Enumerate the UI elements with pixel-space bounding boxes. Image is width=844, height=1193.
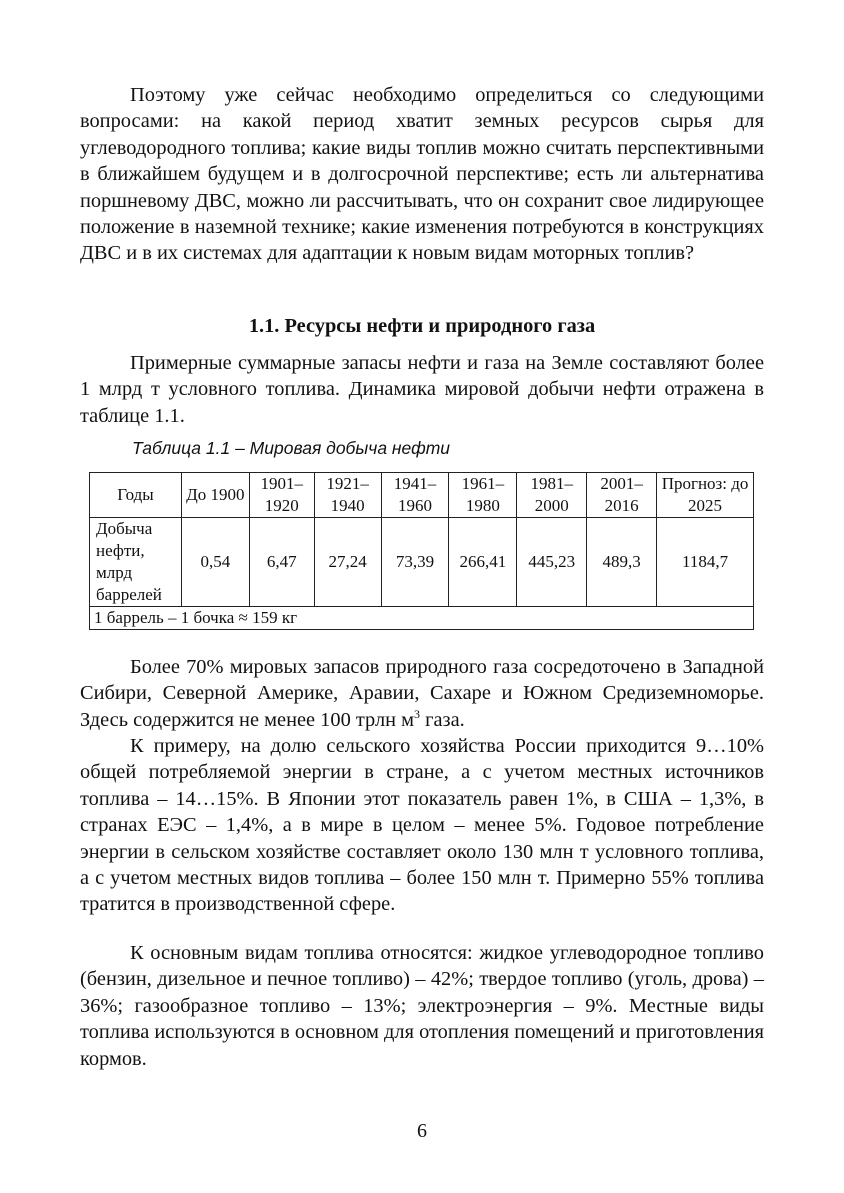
table-cell: 266,41	[449, 518, 517, 607]
fuel-types-paragraph: К основным видам топлива относятся: жидкое углеводородное топливо (бензин, дизельное и печное топливо) – 42%; твердое топливо (уголь, дрова) – 36%; газообразное топливо – 13%; электроэнергия – 9%. Местные виды топлива используются в основном для отопления помещений и приготовления кормов.	[80, 942, 764, 1070]
table-cell: 6,47	[249, 518, 314, 607]
table-column-header: 1981–2000	[517, 473, 587, 518]
table-column-header: До 1900	[181, 473, 249, 518]
page-number: 6	[417, 1120, 427, 1142]
agriculture-paragraph: К примеру, на долю сельского хозяйства России приходится 9…10% общей потребляемой энергии в стране, а с учетом местных источников топлива – 14…15%. В Японии этот показатель равен 1%, в США – 1,3%, в странах ЕЭС – 1,4%, а в мире в целом – менее 5%. Годовое потребление энергии в сельском хозяйстве составляет около 130 млн т условного топлива, а с учетом местных видов топлива – более 150 млн т. Примерно 55% топлива тратится в производственной сфере.	[80, 735, 764, 916]
table-column-header: 1921–1940	[314, 473, 381, 518]
table-cell: 445,23	[517, 518, 587, 607]
table-note: 1 баррель – 1 бочка ≈ 159 кг	[90, 607, 754, 630]
table-row-label: Добыча нефти, млрд баррелей	[90, 518, 182, 607]
table-cell: 73,39	[381, 518, 449, 607]
table-cell: 489,3	[587, 518, 657, 607]
table-note-row	[90, 607, 754, 630]
intro-paragraph: Поэтому уже сейчас необходимо определиться со следующими вопросами: на какой период хватит земных ресурсов сырья для углеводородного топлива; какие виды топлив можно считать перспективными в ближайшем будущем и в долгосрочной перспективе; есть ли альтернатива поршневому ДВС, можно ли рассчитывать, что он сохранит свое лидирующее положение в наземной технике; какие изменения потребуются в конструкциях ДВС и в их системах для адаптации к новым видам моторных топлив?	[80, 84, 764, 265]
section-heading: 1.1. Ресурсы нефти и природного газа	[248, 315, 596, 337]
table-column-header: 1941–1960	[381, 473, 449, 518]
gas-paragraph	[80, 654, 764, 733]
cubic-superscript: 3	[414, 707, 421, 722]
table-cell: 0,54	[181, 518, 249, 607]
table-cell: 1184,7	[657, 518, 754, 607]
oil-production-table	[89, 472, 754, 630]
table-row-header-label: Годы	[90, 473, 182, 518]
table-caption: Таблица 1.1 – Мировая добыча нефти	[132, 438, 451, 458]
table-cell: 27,24	[314, 518, 381, 607]
table-column-header: 2001–2016	[587, 473, 657, 518]
gas-paragraph-tail: газа.	[420, 708, 465, 731]
gas-paragraph-text: Более 70% мировых запасов природного газа сосредоточено в Западной Сибири, Северной Америке, Аравии, Сахаре и Южном Средиземноморье. Здесь содержится не менее 100 трлн м	[80, 656, 764, 731]
table-column-header: 1961–1980	[449, 473, 517, 518]
table-column-header: 1901–1920	[249, 473, 314, 518]
reserves-paragraph: Примерные суммарные запасы нефти и газа на Земле составляют более 1 млрд т условного топлива. Динамика мировой добычи нефти отражена в таблице 1.1.	[80, 352, 764, 427]
table-column-header: Прогноз: до 2025	[657, 473, 754, 518]
table-row	[90, 518, 754, 607]
table-header-row	[90, 473, 754, 518]
